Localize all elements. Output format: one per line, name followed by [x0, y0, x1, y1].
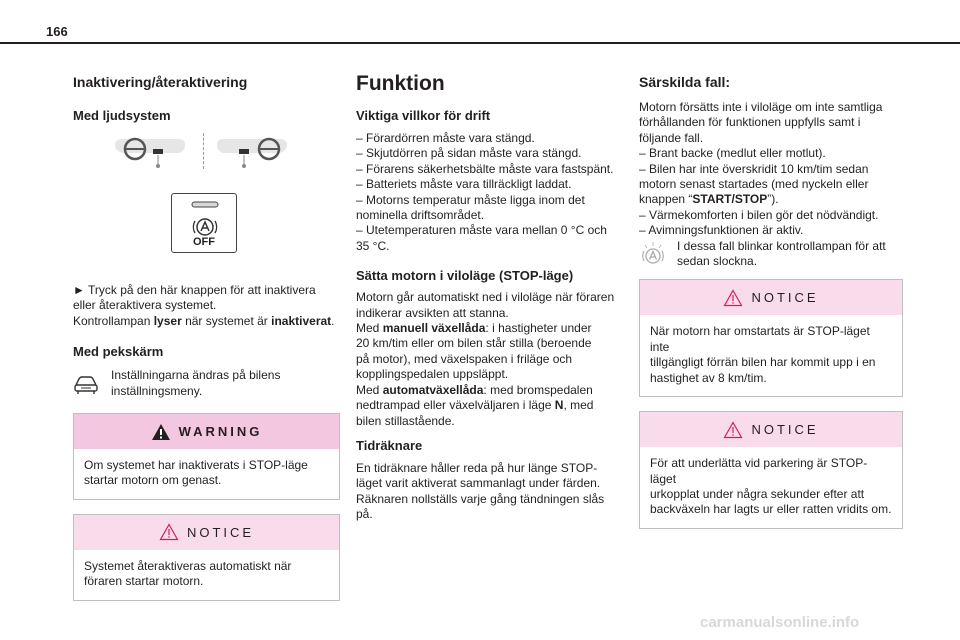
lamp-line: I dessa fall blinkar kontrollampan för att: [677, 238, 886, 253]
lamp-row: [639, 239, 903, 270]
notice-line: urkopplat under några sekunder efter att: [650, 486, 865, 501]
condition-line: nominella driftsområdet.: [356, 208, 485, 223]
notice-triangle-icon: [723, 421, 743, 439]
counter-text: [356, 461, 624, 523]
conditions-list: [356, 131, 624, 254]
divider: [203, 133, 204, 169]
notice-body: [640, 315, 902, 396]
instruction-line: ► Tryck på den här knappen för att inaktivera: [73, 283, 316, 297]
special-case-line: – Avimningsfunktionen är aktiv.: [639, 223, 804, 238]
stop-line: indikerar avsikten att stanna.: [356, 305, 509, 320]
steering-wheel-left-icon: [113, 135, 191, 169]
notice-line: backväxeln har lagts ur eller ratten vridits om.: [650, 502, 892, 517]
auto-line: nedtrampad eller växelväljaren i läge N, med: [356, 398, 594, 413]
manual-line: på motor), med växelspaken i friläge och: [356, 351, 573, 366]
warning-triangle-icon: [151, 423, 171, 441]
notice-body: [640, 447, 902, 528]
special-case-line: – Bilen har inte överskridit 10 km/tim sedan: [639, 161, 869, 176]
off-label: OFF: [193, 236, 215, 248]
notice-line: För att underlätta vid parkering är STOP-läget: [650, 456, 868, 486]
touchscreen-text: [111, 368, 280, 399]
stop-mode-text: [356, 290, 624, 429]
special-case-line: förhållanden för funktionen uppfylls samt i: [639, 115, 861, 130]
dashboard-diagram: [73, 123, 340, 265]
counter-line: på.: [356, 507, 373, 522]
notice-line: tillgängligt förrän bilen har kommit upp i en: [650, 355, 876, 370]
page-number: 166: [46, 24, 68, 39]
stop-start-lamp-icon: [639, 241, 667, 269]
condition-line: – Förardörren måste vara stängd.: [356, 131, 535, 145]
notice-box-parking: [639, 411, 903, 529]
condition-line: – Motorns temperatur måste ligga inom det: [356, 192, 585, 207]
column-left: [73, 60, 340, 601]
notice-header: [640, 280, 902, 315]
lamp-line: sedan slockna.: [677, 254, 758, 269]
counter-line: En tidräknare håller reda på hur länge STOP-: [356, 460, 598, 475]
column-right: [639, 60, 903, 529]
manual-line: 20 km/tim eller om bilen står stilla (beroende: [356, 336, 592, 351]
car-settings-icon: [73, 372, 99, 396]
special-case-line: – Brant backe (medlut eller motlut).: [639, 146, 826, 161]
warning-line: startar motorn om genast.: [84, 473, 222, 488]
notice-triangle-icon: [159, 523, 179, 541]
section-heading-function: Funktion: [356, 72, 445, 95]
special-case-line: Motorn försätts inte i viloläge om inte samtliga: [639, 100, 883, 114]
notice-header: [74, 515, 339, 550]
notice-line: hastighet av 8 km/tim.: [650, 370, 767, 385]
instruction-text: [73, 283, 340, 329]
subheading-stop-mode: Sätta motorn i viloläge (STOP-läge): [356, 268, 574, 284]
auto-line: Med automatväxellåda: med bromspedalen: [356, 382, 593, 397]
notice-box: [73, 514, 340, 601]
stop-line: Motorn går automatiskt ned i viloläge när föraren: [356, 290, 615, 305]
notice-title: NOTICE: [751, 422, 819, 438]
special-case-line: – Värmekomforten i bilen gör det nödvändigt.: [639, 207, 879, 222]
section-heading-deactivation: Inaktivering/återaktivering: [73, 74, 248, 90]
special-case-line: motorn senast startades (med nyckeln eller: [639, 177, 869, 192]
touchscreen-line: Inställningarna ändras på bilens: [111, 368, 281, 383]
stop-start-off-button[interactable]: [171, 193, 237, 253]
watermark: carmanualsonline.info: [700, 614, 860, 631]
instruction-line: eller återaktivera systemet.: [73, 298, 217, 313]
notice-title: NOTICE: [186, 524, 255, 540]
condition-line: – Batteriets måste vara tillräckligt laddat.: [356, 177, 572, 192]
warning-body: [74, 449, 339, 499]
header-rule: [0, 42, 960, 44]
notice-triangle-icon: [723, 289, 743, 307]
condition-line: – Utetemperaturen måste vara mellan 0 °C och: [356, 223, 607, 238]
subheading-audio-system: Med ljudsystem: [73, 108, 171, 123]
touchscreen-line: inställningsmeny.: [111, 383, 203, 398]
warning-box: [73, 413, 340, 500]
column-middle: [356, 60, 624, 523]
notice-line: Systemet återaktiveras automatiskt när: [84, 558, 292, 573]
subheading-conditions: Viktiga villkor för drift: [356, 108, 491, 123]
condition-line: 35 °C.: [356, 238, 390, 253]
warning-title: WARNING: [178, 424, 263, 440]
notice-line: När motorn har omstartats är STOP-läget inte: [650, 324, 870, 354]
notice-body: [74, 550, 339, 600]
special-cases-text: [639, 100, 903, 239]
warning-header: [74, 414, 339, 449]
manual-line: Med manuell växellåda: i hastigheter under: [356, 321, 592, 336]
key-line: knappen “START/STOP”).: [639, 192, 779, 207]
subheading-counter: Tidräknare: [356, 437, 423, 453]
counter-line: läget varit aktiverat sammanlagt under färden.: [356, 476, 601, 491]
manual-line: kopplingspedalen uppsläppt.: [356, 367, 509, 382]
condition-line: – Skjutdörren på sidan måste vara stängd.: [356, 146, 582, 161]
auto-line: bilen stillastående.: [356, 413, 455, 428]
notice-line: föraren startar motorn.: [84, 574, 204, 589]
indicator-line: Kontrollampan lyser när systemet är inaktiverat.: [73, 313, 335, 328]
notice-header: [640, 412, 902, 447]
special-case-line: följande fall.: [639, 130, 704, 145]
lamp-text: [677, 239, 886, 270]
condition-line: – Förarens säkerhetsbälte måste vara fastspänt.: [356, 161, 614, 176]
section-heading-special-cases: Särskilda fall:: [639, 74, 731, 90]
notice-box-restart: [639, 279, 903, 397]
counter-line: Räknaren nollställs varje gång tändningen slås: [356, 491, 605, 506]
subheading-touchscreen: Med pekskärm: [73, 344, 164, 360]
touchscreen-row: [73, 368, 340, 399]
steering-wheel-right-icon: [211, 135, 289, 169]
notice-title: NOTICE: [751, 290, 819, 306]
warning-line: Om systemet har inaktiverats i STOP-läge: [84, 458, 308, 473]
